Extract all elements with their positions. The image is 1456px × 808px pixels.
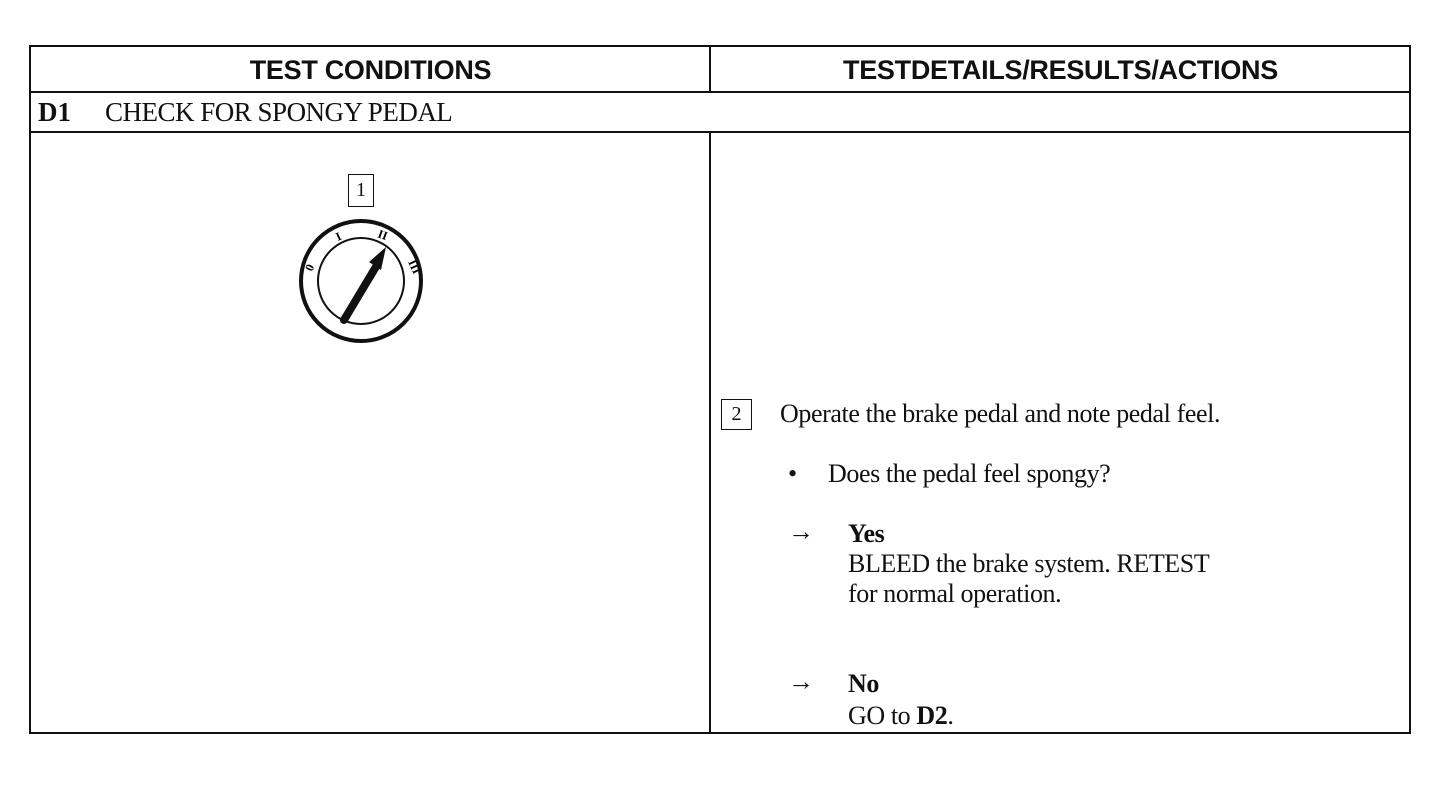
question-text: Does the pedal feel spongy? [828,459,1111,488]
step-id: D1 [38,97,71,127]
no-action-prefix: GO to [848,701,917,730]
step-title: CHECK FOR SPONGY PEDAL [105,97,453,127]
bullet: • [788,459,797,488]
ignition-switch-icon [296,219,426,343]
switch-position-i: I [333,229,344,244]
diagnostic-table [29,45,1411,734]
no-action-target: D2 [916,701,948,730]
step-row [31,93,1409,133]
step-number-2: 2 [721,399,752,430]
no-action-suffix: . [947,701,954,730]
step-number-1: 1 [348,174,374,207]
switch-position-0: 0 [302,261,318,274]
column-divider [709,133,711,733]
instruction-text: Operate the brake pedal and note pedal feel. [780,399,1221,428]
no-action [848,701,953,731]
arrow-right-icon: → [788,667,814,696]
yes-label: Yes [848,519,885,548]
yes-action-line1: BLEED the brake system. RETEST [848,549,1210,578]
column-divider [709,47,711,91]
switch-position-iii: III [405,257,424,276]
header-test-details: TESTDETAILS/RESULTS/ACTIONS [843,55,1278,85]
table-header [31,47,1409,93]
arrow-right-icon: → [788,517,814,546]
header-test-conditions: TEST CONDITIONS [249,55,492,85]
switch-position-ii: II [375,226,390,244]
yes-action-line2: for normal operation. [848,579,1062,608]
no-label: No [848,669,879,698]
